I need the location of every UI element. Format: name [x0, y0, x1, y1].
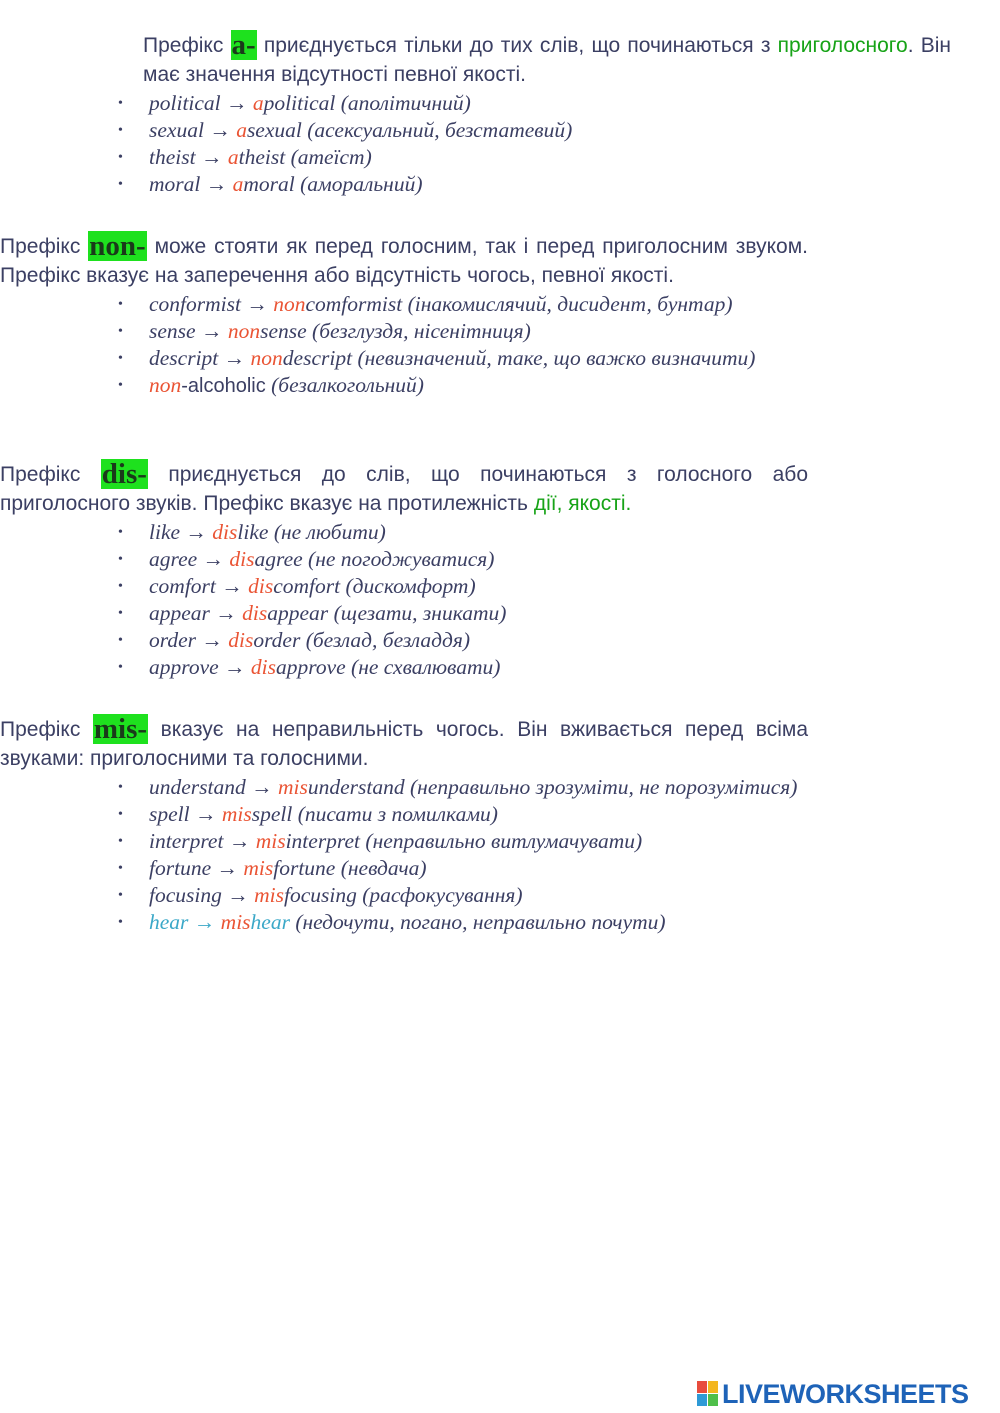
translation: (асексуальний, безстатевий): [307, 118, 573, 142]
translation: (щезати, зникати): [333, 601, 507, 625]
translation: (безлад, безладдя): [305, 628, 471, 652]
prefix-highlight: mis-: [93, 713, 148, 745]
list-item: [0, 801, 1000, 828]
intro-green-text: дії, якості.: [533, 491, 632, 515]
translation: (аморальний): [300, 172, 423, 196]
translation: (аполітичний): [340, 91, 471, 115]
base-word: political: [149, 91, 221, 115]
bullet-icon: •: [118, 177, 123, 192]
translation: (не погоджуватися): [308, 547, 495, 571]
arrow-icon: →: [215, 601, 237, 625]
base-word: like: [149, 520, 181, 544]
example-list: [0, 90, 1000, 198]
word-rest: political: [263, 91, 336, 115]
prefix-part: mis: [278, 775, 308, 799]
list-item: [0, 171, 1000, 198]
word-rest: agree: [254, 547, 303, 571]
list-item: [0, 774, 1000, 801]
section-prefix-mis: [0, 714, 1000, 936]
list-item: [0, 573, 1000, 600]
bullet-icon: •: [118, 324, 123, 339]
arrow-icon: →: [205, 172, 228, 196]
example-list: [0, 774, 1000, 936]
word-rest: sense: [260, 319, 307, 343]
prefix-highlight: dis-: [101, 458, 147, 490]
list-item: [0, 882, 1000, 909]
bullet-icon: •: [118, 606, 123, 621]
section-intro: [0, 714, 808, 773]
base-word: approve: [149, 655, 219, 679]
word-rest: like: [237, 520, 269, 544]
list-item: [0, 855, 1000, 882]
base-word: agree: [149, 547, 198, 571]
word-rest: fortune: [273, 856, 336, 880]
intro-text: Префікс: [143, 34, 231, 57]
prefix-part: a: [227, 145, 239, 169]
word-rest: comformist: [305, 292, 403, 316]
intro-text: приєднується тільки до тих слів, що починаються з: [256, 34, 778, 57]
list-item: [0, 144, 1000, 171]
bullet-icon: •: [118, 351, 123, 366]
word-rest: comfort: [273, 574, 341, 598]
intro-text: вказує на неправильність чогось. Він вживається перед всіма звуками: приголосними та голосними.: [0, 718, 809, 770]
word-rest: spell: [251, 802, 293, 826]
intro-text: . Він має значення відсутності певної якості.: [143, 34, 951, 86]
prefix-part: dis: [248, 574, 274, 598]
logo-text: LIVEWORKSHEETS: [722, 1378, 969, 1409]
prefix-part: non: [149, 373, 182, 397]
prefix-part: a: [236, 118, 247, 142]
prefix-part: dis: [242, 601, 268, 625]
word-rest: descript: [282, 346, 353, 370]
arrow-icon: →: [223, 346, 246, 370]
bullet-icon: •: [118, 834, 123, 849]
arrow-icon: →: [228, 829, 251, 853]
list-item: [0, 600, 1000, 627]
bullet-icon: •: [118, 297, 123, 312]
translation: (дискомфорт): [345, 574, 476, 598]
list-item: [0, 291, 1000, 318]
base-word: spell: [149, 802, 190, 826]
prefix-part: dis: [229, 547, 255, 571]
bullet-icon: •: [118, 888, 123, 903]
base-word: descript: [149, 346, 219, 370]
prefix-part: mis: [221, 802, 252, 826]
base-word: moral: [149, 172, 201, 196]
translation: (невизначений, таке, що важко визначити): [357, 346, 756, 370]
arrow-icon: →: [209, 118, 231, 142]
arrow-icon: →: [185, 520, 207, 544]
bullet-icon: •: [118, 915, 123, 930]
prefix-part: dis: [250, 655, 276, 679]
prefix-highlight: non-: [89, 230, 146, 262]
arrow-icon: →: [224, 655, 246, 679]
word-rest: focusing: [283, 883, 357, 907]
arrow-icon: →: [251, 775, 273, 799]
translation: (неправильно зрозуміти, не порозумітися): [410, 775, 798, 799]
word-rest: sexual: [246, 118, 302, 142]
word-rest: interpret: [285, 829, 361, 853]
arrow-icon: →: [227, 883, 249, 907]
section-intro: [0, 459, 808, 518]
prefix-part: dis: [212, 520, 238, 544]
base-word: fortune: [149, 856, 212, 880]
base-word: focusing: [149, 883, 222, 907]
base-word: comfort: [149, 574, 216, 598]
base-word: sexual: [149, 118, 204, 142]
bullet-icon: •: [118, 150, 123, 165]
word-rest: moral: [243, 172, 295, 196]
base-word: understand: [149, 775, 246, 799]
section-prefix-non: [0, 231, 1000, 399]
arrow-icon: →: [246, 292, 268, 316]
word-rest: approve: [276, 655, 346, 679]
bullet-icon: •: [118, 807, 123, 822]
list-item: [0, 828, 1000, 855]
arrow-icon: →: [200, 145, 223, 169]
list-item: [0, 627, 1000, 654]
base-word: interpret: [149, 829, 224, 853]
arrow-icon: →: [221, 574, 243, 598]
intro-text: може стояти як перед голосним, так і перед приголосним звуком. Префікс вказує на заперечення або відсутність чогось, певної якості.: [0, 235, 809, 287]
bullet-icon: •: [118, 780, 123, 795]
intro-text: Префікс: [0, 463, 101, 486]
bullet-icon: •: [118, 378, 123, 393]
arrow-icon: →: [193, 910, 216, 934]
intro-text: Префікс: [0, 235, 89, 258]
translation: (безглуздя, нісенітниця): [312, 319, 531, 343]
list-item: [0, 372, 1000, 399]
base-word: theist: [149, 145, 196, 169]
base-word: conformist: [149, 292, 241, 316]
bullet-icon: •: [118, 525, 123, 540]
prefix-part: a: [252, 91, 264, 115]
arrow-icon: →: [202, 547, 225, 571]
intro-green-text: приголосного: [777, 34, 908, 57]
translation: (невдача): [340, 856, 427, 880]
base-word: order: [149, 628, 196, 652]
prefix-part: dis: [228, 628, 254, 652]
prefix-part: a: [232, 172, 244, 196]
translation: (не схвалювати): [351, 655, 501, 679]
list-item: [0, 654, 1000, 681]
list-item: [0, 546, 1000, 573]
example-list: [0, 519, 1000, 681]
list-item: [0, 117, 1000, 144]
list-item: [0, 90, 1000, 117]
list-item: [0, 345, 1000, 372]
liveworksheets-logo[interactable]: [697, 1377, 969, 1411]
translation: (писати з помилками): [297, 802, 498, 826]
translation: (расфокусування): [362, 883, 523, 907]
word-rest: hear: [250, 910, 290, 934]
arrow-icon: →: [200, 319, 223, 343]
word-rest: appear: [267, 601, 329, 625]
word-rest: order: [253, 628, 301, 652]
bullet-icon: •: [118, 552, 123, 567]
word-rest: -alcoholic: [181, 375, 266, 397]
translation: (недочути, погано, неправильно почути): [295, 910, 666, 934]
arrow-icon: →: [201, 628, 223, 652]
list-item: [0, 318, 1000, 345]
prefix-part: non: [227, 319, 261, 343]
translation: (інакомислячий, дисидент, бунтар): [407, 292, 733, 316]
section-prefix-a: [0, 30, 1000, 198]
list-item: [0, 519, 1000, 546]
word-rest: understand: [307, 775, 405, 799]
bullet-icon: •: [118, 633, 123, 648]
section-intro: [0, 231, 808, 290]
bullet-icon: •: [118, 861, 123, 876]
intro-text: приєднується до слів, що починаються з голосного або приголосного звуків. Префікс вказує на протилежність: [0, 463, 808, 515]
bullet-icon: •: [118, 123, 123, 138]
bullet-icon: •: [118, 579, 123, 594]
prefix-part: non: [273, 292, 306, 316]
logo-mark-icon: [697, 1381, 719, 1407]
translation: (атеїст): [290, 145, 372, 169]
section-intro: [143, 30, 951, 89]
base-word: sense: [149, 319, 196, 343]
prefix-part: mis: [243, 856, 274, 880]
section-prefix-dis: [0, 459, 1000, 681]
base-word: hear: [149, 910, 189, 934]
prefix-part: mis: [254, 883, 284, 907]
translation: (неправильно витлумачувати): [365, 829, 643, 853]
prefix-highlight: a-: [231, 29, 256, 61]
bullet-icon: •: [118, 96, 123, 111]
example-list: [0, 291, 1000, 399]
prefix-part: mis: [220, 910, 251, 934]
base-word: appear: [149, 601, 210, 625]
intro-text: Префікс: [0, 718, 93, 741]
arrow-icon: →: [194, 802, 217, 826]
prefix-part: mis: [255, 829, 286, 853]
prefix-part: non: [250, 346, 283, 370]
word-rest: theist: [238, 145, 286, 169]
arrow-icon: →: [216, 856, 238, 880]
list-item: [0, 909, 1000, 936]
bullet-icon: •: [118, 660, 123, 675]
translation: (безалкогольний): [271, 373, 424, 397]
translation: (не любити): [273, 520, 386, 544]
arrow-icon: →: [226, 91, 248, 115]
